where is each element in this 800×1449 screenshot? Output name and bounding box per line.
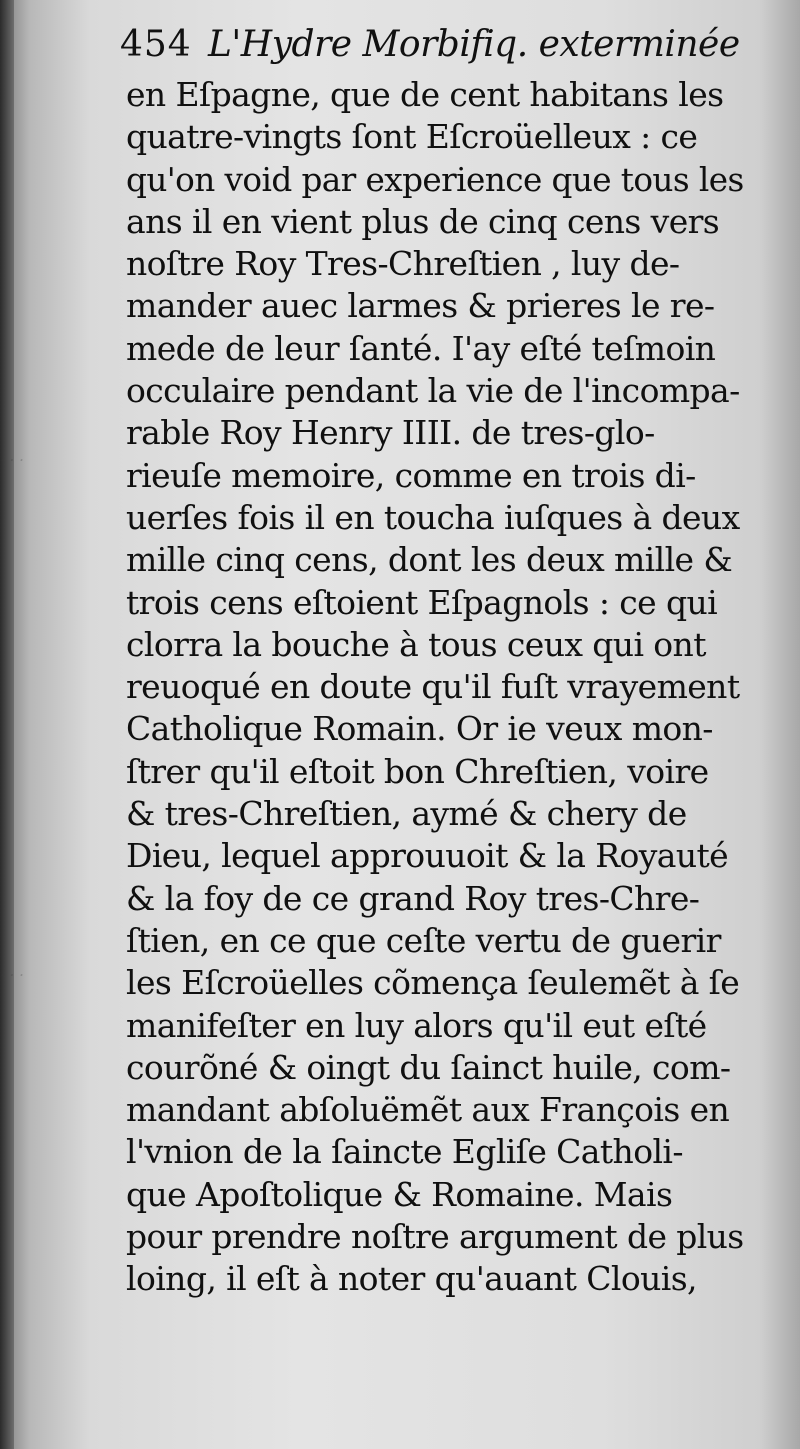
text-line: Catholique Romain. Or ie veux mon- bbox=[126, 709, 713, 749]
text-line: clorra la bouche à tous ceux qui ont bbox=[126, 624, 706, 664]
text-line: manifeſter en luy alors qu'il eut eſté bbox=[126, 1005, 707, 1045]
text-line: uerſes fois il en toucha iuſques à deux bbox=[126, 497, 740, 537]
text-line: & tres-Chreſtien, aymé & chery de bbox=[126, 794, 687, 834]
page-number: 454 bbox=[120, 24, 192, 65]
running-title: L'Hydre Morbifiq. exterminée bbox=[208, 24, 740, 65]
text-line: en Eſpagne, que de cent habitans les bbox=[126, 75, 724, 114]
text-line: ans il en vient plus de cinq cens vers bbox=[126, 201, 720, 241]
text-line: mander auec larmes & prieres le re- bbox=[126, 286, 715, 326]
text-line: que Apoſtolique & Romaine. Mais bbox=[126, 1174, 673, 1214]
text-line: l'vnion de la ſaincte Egliſe Catholi- bbox=[126, 1132, 683, 1172]
text-line: courõné & oingt du ſainct huile, com- bbox=[126, 1047, 731, 1087]
page-header bbox=[120, 14, 760, 74]
text-line: mede de leur ſanté. I'ay eſté teſmoin bbox=[126, 328, 716, 368]
text-line: trois cens eſtoient Eſpagnols : ce qui bbox=[126, 582, 718, 622]
text-line: qu'on void par experience que tous les bbox=[126, 159, 744, 199]
text-line: & la foy de ce grand Roy tres-Chre- bbox=[126, 878, 700, 918]
bleed-through-mark: · · · bbox=[0, 966, 24, 984]
text-line: Dieu, lequel approuuoit & la Royauté bbox=[126, 836, 729, 876]
body-text bbox=[126, 74, 746, 1301]
text-line: rable Roy Henry IIII. de tres-glo- bbox=[126, 413, 655, 453]
bleed-through-mark: · · · bbox=[0, 451, 24, 469]
text-line: ſtrer qu'il eſtoit bon Chreſtien, voire bbox=[126, 751, 709, 791]
binding-edge bbox=[0, 0, 14, 1449]
text-line: rieuſe memoire, comme en trois di- bbox=[126, 455, 696, 495]
text-line: quatre-vingts ſont Eſcroüelleux : ce bbox=[126, 117, 698, 157]
text-line: les Eſcroüelles cõmença ſeulemẽt à ſe bbox=[126, 963, 740, 1003]
text-line: mandant abſoluëmẽt aux François en bbox=[126, 1090, 730, 1130]
text-line: reuoqué en doute qu'il fuſt vrayement bbox=[126, 667, 740, 707]
text-line: ſtien, en ce que ceſte vertu de guerir bbox=[126, 920, 721, 960]
text-line: pour prendre noſtre argument de plus bbox=[126, 1217, 744, 1257]
text-line: noſtre Roy Tres-Chreſtien , luy de- bbox=[126, 244, 680, 284]
text-line: loing, il eſt à noter qu'auant Clouis, bbox=[126, 1259, 697, 1299]
text-line: occulaire pendant la vie de l'incompa- bbox=[126, 371, 740, 411]
text-line: mille cinq cens, dont les deux mille & bbox=[126, 540, 733, 580]
